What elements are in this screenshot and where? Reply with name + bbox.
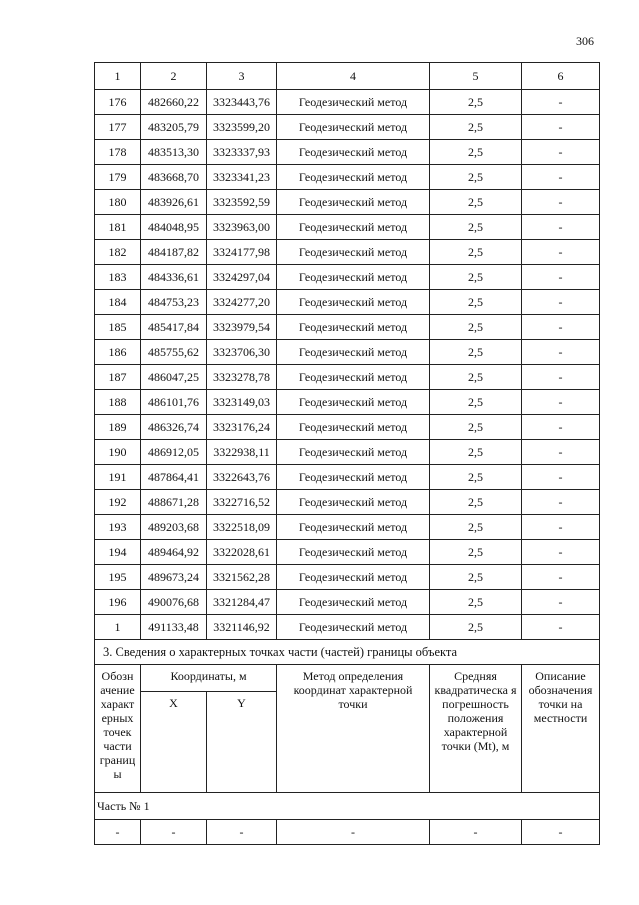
x-coordinate: 489464,92 [141,540,207,565]
error-value: 2,5 [430,215,522,240]
table-row [95,290,600,315]
method-cell: Геодезический метод [277,215,430,240]
table-row [95,490,600,515]
method-cell: Геодезический метод [277,165,430,190]
page-number: 306 [576,34,594,48]
y-coordinate: 3323341,23 [207,165,277,190]
y-coordinate: 3323443,76 [207,90,277,115]
y-coordinate: 3323979,54 [207,315,277,340]
description-cell: - [522,590,600,615]
point-number: 179 [95,165,141,190]
column-number: 5 [430,63,522,90]
x-coordinate: 484187,82 [141,240,207,265]
column-number: 3 [207,63,277,90]
description-cell: - [522,290,600,315]
method-cell: Геодезический метод [277,590,430,615]
error-value: 2,5 [430,490,522,515]
description-cell: - [522,415,600,440]
error-value: 2,5 [430,390,522,415]
y-coordinate: 3323176,24 [207,415,277,440]
column-number: 6 [522,63,600,90]
section-title-row [95,640,600,665]
description-cell: - [522,340,600,365]
method-cell: Геодезический метод [277,315,430,340]
table-row [95,365,600,390]
part-row [95,793,600,820]
point-number: 196 [95,590,141,615]
description-cell: - [522,365,600,390]
column-number: 1 [95,63,141,90]
description-cell: - [522,240,600,265]
error-value: 2,5 [430,265,522,290]
method-cell: Геодезический метод [277,290,430,315]
point-number: 193 [95,515,141,540]
x-coordinate: 489203,68 [141,515,207,540]
method-cell: Геодезический метод [277,565,430,590]
method-cell: Геодезический метод [277,540,430,565]
table-row [95,140,600,165]
x-coordinate: 483205,79 [141,115,207,140]
point-number: 190 [95,440,141,465]
error-value: 2,5 [430,615,522,640]
table-row [95,415,600,440]
error-value: 2,5 [430,515,522,540]
y-coordinate: 3323963,00 [207,215,277,240]
y-coordinate: 3324277,20 [207,290,277,315]
y-coordinate: 3322643,76 [207,465,277,490]
point-number: 192 [95,490,141,515]
description-cell: - [522,515,600,540]
method-cell: Геодезический метод [277,190,430,215]
y-coordinate: 3323599,20 [207,115,277,140]
x-coordinate: 484753,23 [141,290,207,315]
description-cell: - [522,490,600,515]
point-number: 191 [95,465,141,490]
description-cell: - [522,115,600,140]
error-value: 2,5 [430,415,522,440]
table-row [95,440,600,465]
point-number: 177 [95,115,141,140]
error-value: 2,5 [430,240,522,265]
point-number: 183 [95,265,141,290]
table-row [95,615,600,640]
description-cell: - [522,215,600,240]
point-number: 1 [95,615,141,640]
point-number: 178 [95,140,141,165]
method-cell: Геодезический метод [277,465,430,490]
point-number: 187 [95,365,141,390]
y-coordinate: 3322938,11 [207,440,277,465]
method-cell: Геодезический метод [277,265,430,290]
column-number: 2 [141,63,207,90]
table-row [95,515,600,540]
method-cell: Геодезический метод [277,390,430,415]
description-cell: - [522,315,600,340]
error-value: 2,5 [430,590,522,615]
table-row [95,590,600,615]
error-value: 2,5 [430,90,522,115]
x-coordinate: 489673,24 [141,565,207,590]
y-coordinate: 3321284,47 [207,590,277,615]
point-number: 180 [95,190,141,215]
table-row [95,240,600,265]
table-row [95,190,600,215]
x-coordinate: 486326,74 [141,415,207,440]
description-header: Описание обозначения точки на местности [522,665,600,793]
error-value: 2,5 [430,165,522,190]
error-value: 2,5 [430,565,522,590]
y-coordinate: 3323592,59 [207,190,277,215]
cell: - [141,820,207,845]
y-coordinate: 3323337,93 [207,140,277,165]
method-cell: Геодезический метод [277,140,430,165]
cell: - [95,820,141,845]
x-coordinate: 488671,28 [141,490,207,515]
method-header: Метод определения координат характерной точки [277,665,430,793]
y-header: Y [207,692,277,793]
x-coordinate: 483926,61 [141,190,207,215]
error-value: 2,5 [430,190,522,215]
description-cell: - [522,565,600,590]
x-coordinate: 484048,95 [141,215,207,240]
method-cell: Геодезический метод [277,240,430,265]
x-coordinate: 486101,76 [141,390,207,415]
x-coordinate: 483513,30 [141,140,207,165]
y-coordinate: 3323706,30 [207,340,277,365]
description-cell: - [522,540,600,565]
x-coordinate: 491133,48 [141,615,207,640]
y-coordinate: 3323278,78 [207,365,277,390]
table-row [95,165,600,190]
section-header-row [95,665,600,692]
y-coordinate: 3323149,03 [207,390,277,415]
table-row [95,565,600,590]
error-header: Средняя квадратическа я погрешность положения характерной точки (Mt), м [430,665,522,793]
table-row [95,465,600,490]
y-coordinate: 3321562,28 [207,565,277,590]
method-cell: Геодезический метод [277,490,430,515]
x-coordinate: 487864,41 [141,465,207,490]
method-cell: Геодезический метод [277,340,430,365]
y-coordinate: 3322028,61 [207,540,277,565]
table-row [95,90,600,115]
table-row [95,390,600,415]
method-cell: Геодезический метод [277,415,430,440]
y-coordinate: 3324177,98 [207,240,277,265]
x-coordinate: 485417,84 [141,315,207,340]
method-cell: Геодезический метод [277,90,430,115]
description-cell: - [522,165,600,190]
description-cell: - [522,440,600,465]
error-value: 2,5 [430,540,522,565]
point-number: 176 [95,90,141,115]
error-value: 2,5 [430,465,522,490]
x-coordinate: 486047,25 [141,365,207,390]
description-cell: - [522,90,600,115]
error-value: 2,5 [430,340,522,365]
x-coordinate: 485755,62 [141,340,207,365]
table-row [95,215,600,240]
cell: - [277,820,430,845]
method-cell: Геодезический метод [277,365,430,390]
error-value: 2,5 [430,290,522,315]
method-cell: Геодезический метод [277,115,430,140]
y-coordinate: 3321146,92 [207,615,277,640]
point-number: 189 [95,415,141,440]
error-value: 2,5 [430,115,522,140]
x-coordinate: 483668,70 [141,165,207,190]
table-row [95,315,600,340]
y-coordinate: 3322518,09 [207,515,277,540]
designation-header: Обозн ачение характ ерных точек части границ ы [95,665,141,793]
part-label: Часть № 1 [95,793,600,820]
x-coordinate: 486912,05 [141,440,207,465]
error-value: 2,5 [430,315,522,340]
cell: - [522,820,600,845]
table-row [95,265,600,290]
point-number: 181 [95,215,141,240]
part-data-row [95,820,600,845]
point-number: 188 [95,390,141,415]
description-cell: - [522,140,600,165]
point-number: 185 [95,315,141,340]
section-title: 3. Сведения о характерных точках части (частей) границы объекта [95,640,600,665]
cell: - [207,820,277,845]
method-cell: Геодезический метод [277,440,430,465]
column-number-row [95,63,600,90]
point-number: 182 [95,240,141,265]
table-row [95,340,600,365]
x-coordinate: 482660,22 [141,90,207,115]
point-number: 184 [95,290,141,315]
x-header: X [141,692,207,793]
description-cell: - [522,465,600,490]
coordinates-header: Координаты, м [141,665,277,692]
error-value: 2,5 [430,365,522,390]
point-number: 186 [95,340,141,365]
point-number: 194 [95,540,141,565]
y-coordinate: 3324297,04 [207,265,277,290]
description-cell: - [522,615,600,640]
description-cell: - [522,390,600,415]
error-value: 2,5 [430,140,522,165]
y-coordinate: 3322716,52 [207,490,277,515]
cell: - [430,820,522,845]
x-coordinate: 484336,61 [141,265,207,290]
table-row [95,115,600,140]
point-number: 195 [95,565,141,590]
error-value: 2,5 [430,440,522,465]
table-row [95,540,600,565]
x-coordinate: 490076,68 [141,590,207,615]
method-cell: Геодезический метод [277,615,430,640]
column-number: 4 [277,63,430,90]
description-cell: - [522,190,600,215]
method-cell: Геодезический метод [277,515,430,540]
description-cell: - [522,265,600,290]
coordinates-table [94,62,600,845]
